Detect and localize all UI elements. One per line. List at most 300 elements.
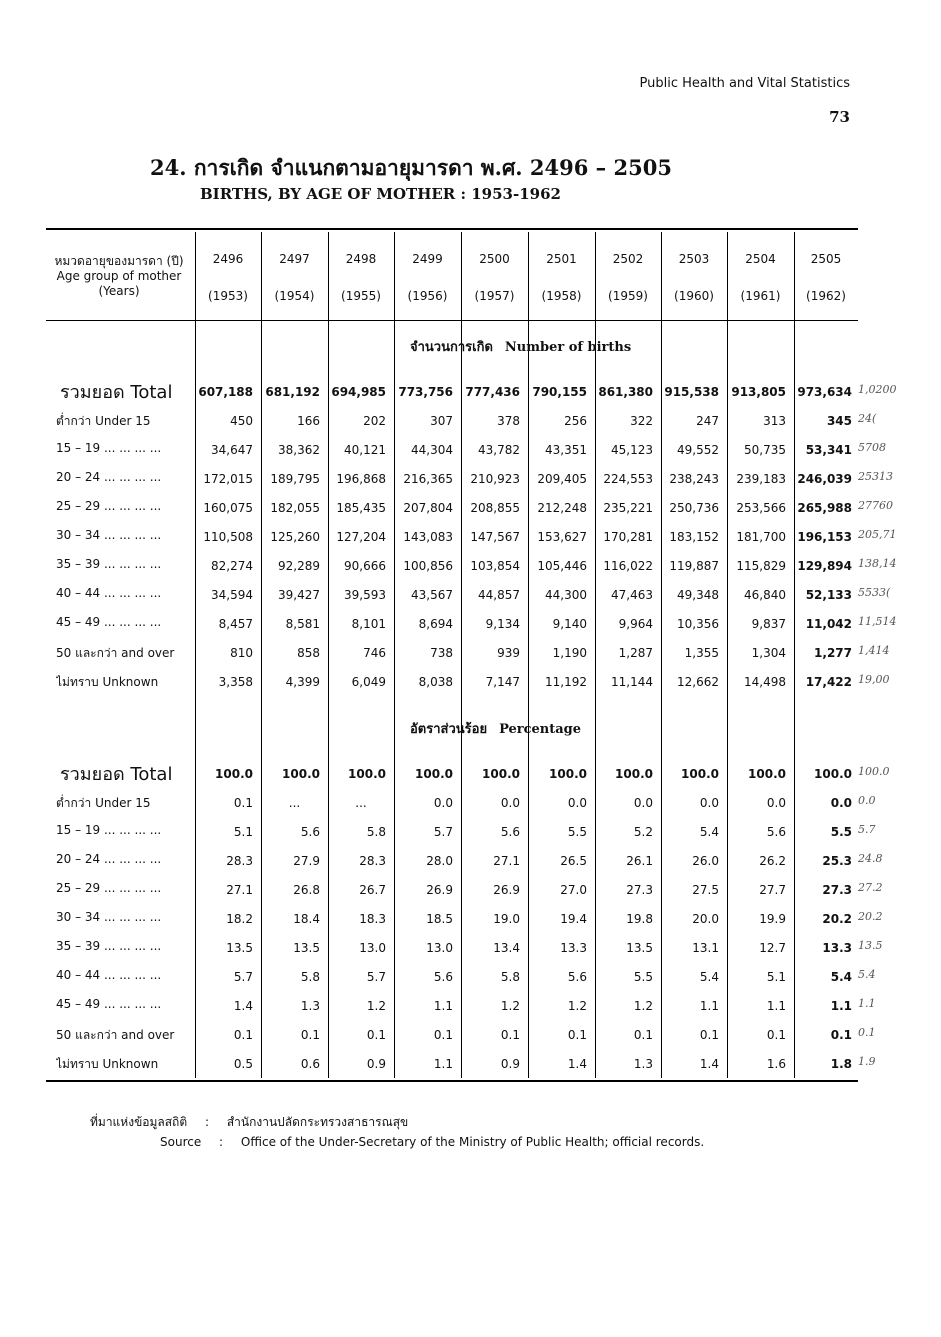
table-cell: 224,553: [603, 472, 653, 486]
table-cell: 103,854: [470, 559, 520, 573]
table-cell: 100.0: [615, 767, 653, 781]
table-cell: 13.4: [493, 941, 520, 955]
table-cell: 9,837: [751, 617, 786, 631]
table-cell: 607,188: [198, 385, 253, 399]
table-cell: 38,362: [278, 443, 320, 457]
table-cell: 1.4: [699, 1057, 719, 1071]
table-cell: 10,356: [677, 617, 719, 631]
source-thai-text: สำนักงานปลัดกระทรวงสาธารณสุข: [226, 1115, 409, 1129]
table-cell: 313: [763, 414, 786, 428]
table-cell: 777,436: [465, 385, 520, 399]
column-header-ad: (1956): [407, 289, 448, 303]
table-cell: 27.9: [293, 854, 320, 868]
table-cell: 13.5: [293, 941, 320, 955]
table-cell: 0.1: [366, 1028, 386, 1042]
table-title-thai: 24. การเกิด จำแนกตามอายุมารดา พ.ศ. 2496 – 2505: [150, 155, 672, 180]
table-cell: 100.0: [282, 767, 320, 781]
table-cell: 0.1: [567, 1028, 587, 1042]
table-cell: 26.9: [426, 883, 453, 897]
table-cell: 1.1: [433, 999, 453, 1013]
table-cell: 681,192: [265, 385, 320, 399]
table-cell: 34,594: [211, 588, 253, 602]
table-cell: 5.4: [699, 825, 719, 839]
table-cell: 345: [826, 414, 852, 428]
table-cell: 5.7: [366, 970, 386, 984]
table-cell: 100.0: [814, 767, 852, 781]
handwritten-note: 138,14: [858, 557, 897, 570]
table-cell: 265,988: [797, 501, 852, 515]
table-cell: 90,666: [344, 559, 386, 573]
table-cell: 27.7: [759, 883, 786, 897]
table-cell: 0.6: [300, 1057, 320, 1071]
table-cell: 790,155: [532, 385, 587, 399]
row-label: 40 – 44 ... ... ... ...: [56, 586, 162, 600]
table-cell: 0.9: [366, 1057, 386, 1071]
table-cell: 11,042: [805, 617, 852, 631]
table-cell: 153,627: [537, 530, 587, 544]
table-cell: 45,123: [611, 443, 653, 457]
table-cell: 13.3: [822, 941, 852, 955]
table-cell: 5.2: [633, 825, 653, 839]
table-cell: 5.7: [233, 970, 253, 984]
table-cell: 25.3: [822, 854, 852, 868]
table-cell: 8,038: [418, 675, 453, 689]
column-header-be: 2505: [810, 252, 842, 266]
section-heading-english: Percentage: [499, 722, 582, 737]
table-cell: 13.0: [426, 941, 453, 955]
handwritten-note: 1.1: [858, 997, 876, 1010]
table-cell: 26.8: [293, 883, 320, 897]
source-english: Source : Office of the Under-Secretary of the Ministry of Public Health; official records.: [160, 1135, 705, 1149]
table-cell: 26.2: [759, 854, 786, 868]
table-cell: 1.4: [233, 999, 253, 1013]
table-cell: 5.4: [830, 970, 852, 984]
handwritten-note: 1,0200: [858, 383, 897, 396]
table-cell: 322: [630, 414, 653, 428]
source-thai: ที่มาแห่งข้อมูลสถิติ : สำนักงานปลัดกระทรวงสาธารณสุข: [90, 1115, 409, 1129]
handwritten-note: 205,71: [858, 528, 897, 541]
column-header-be: 2504: [745, 252, 776, 266]
table-cell: 11,192: [545, 675, 587, 689]
table-cell: 105,446: [537, 559, 587, 573]
table-bottom-rule: [46, 1080, 858, 1082]
running-head: Public Health and Vital Statistics: [639, 76, 850, 91]
table-cell: 810: [230, 646, 253, 660]
table-cell: 1.2: [633, 999, 653, 1013]
table-cell: 1.3: [300, 999, 320, 1013]
table-cell: 100.0: [681, 767, 719, 781]
column-header-be: 2496: [212, 252, 244, 266]
section-heading: [410, 718, 581, 739]
table-cell: 1.4: [567, 1057, 587, 1071]
table-cell: 40,121: [344, 443, 386, 457]
table-cell: 27.3: [626, 883, 653, 897]
table-cell: 17,422: [805, 675, 852, 689]
table-cell: 913,805: [731, 385, 786, 399]
stub-header-years: (Years): [98, 284, 140, 298]
column-header-ad: (1954): [274, 289, 315, 303]
table-cell: 19.9: [759, 912, 786, 926]
table-cell: 49,348: [677, 588, 719, 602]
stub-header-thai: หมวดอายุของมารดา (ปี): [54, 254, 184, 268]
table-cell: 26.9: [493, 883, 520, 897]
table-cell: 28.3: [359, 854, 386, 868]
header-bottom-rule: [46, 320, 858, 321]
table-cell: 119,887: [669, 559, 719, 573]
column-header-ad: (1953): [208, 289, 248, 303]
table-cell: 147,567: [470, 530, 520, 544]
stub-header: [46, 254, 192, 299]
table-cell: 858: [297, 646, 320, 660]
table-cell: 92,289: [278, 559, 320, 573]
section-heading: [410, 336, 631, 357]
source-english-text: Office of the Under-Secretary of the Ministry of Public Health; official records.: [240, 1135, 705, 1149]
table-cell: 238,243: [669, 472, 719, 486]
table-cell: 47,463: [611, 588, 653, 602]
table-cell: 861,380: [598, 385, 653, 399]
column-header-ad: (1961): [740, 289, 781, 303]
section-heading-thai: อัตราส่วนร้อย: [410, 722, 488, 737]
page-number: 73: [829, 108, 850, 126]
table-cell: 19.4: [560, 912, 587, 926]
table-cell: 127,204: [336, 530, 386, 544]
row-label: 15 – 19 ... ... ... ...: [56, 823, 162, 837]
table-cell: 39,427: [278, 588, 320, 602]
table-cell: 246,039: [797, 472, 852, 486]
table-cell: 49,552: [677, 443, 719, 457]
table-cell: 12.7: [759, 941, 786, 955]
table-cell: 13.5: [626, 941, 653, 955]
table-cell: 44,300: [545, 588, 587, 602]
handwritten-note: 27760: [858, 499, 893, 512]
table-cell: 0.1: [766, 1028, 786, 1042]
table-cell: 26.5: [560, 854, 587, 868]
table-cell: 0.5: [233, 1057, 253, 1071]
table-cell: 1.2: [500, 999, 520, 1013]
table-cell: 256: [564, 414, 587, 428]
table-cell: 44,857: [478, 588, 520, 602]
handwritten-note: 0.0: [858, 794, 876, 807]
table-cell: 5.1: [766, 970, 786, 984]
row-label: 50 และกว่า and over: [56, 1028, 175, 1042]
table-cell: 239,183: [736, 472, 786, 486]
table-cell: 915,538: [664, 385, 719, 399]
table-cell: 0.0: [500, 796, 520, 810]
handwritten-note: 27.2: [858, 881, 883, 894]
table-cell: 3,358: [218, 675, 253, 689]
table-cell: 20.2: [822, 912, 852, 926]
table-cell: 250,736: [669, 501, 719, 515]
table-cell: 5.8: [300, 970, 320, 984]
table-cell: 1.8: [830, 1057, 852, 1071]
table-cell: 185,435: [336, 501, 386, 515]
table-cell: 125,260: [270, 530, 320, 544]
table-cell: 115,829: [736, 559, 786, 573]
table-cell: 939: [497, 646, 520, 660]
table-cell: 0.1: [699, 1028, 719, 1042]
table-cell: 5.5: [830, 825, 852, 839]
table-cell: 1.1: [699, 999, 719, 1013]
table-cell: 253,566: [736, 501, 786, 515]
row-label: 30 – 34 ... ... ... ...: [56, 910, 162, 924]
table-cell: 19.0: [493, 912, 520, 926]
table-cell: 235,221: [603, 501, 653, 515]
table-cell: 0.1: [233, 796, 253, 810]
table-cell: 50,735: [744, 443, 786, 457]
table-cell: 378: [497, 414, 520, 428]
table-cell: 5.5: [567, 825, 587, 839]
row-label: ไม่ทราบ Unknown: [56, 1057, 159, 1071]
handwritten-note: 5.4: [858, 968, 876, 981]
table-cell: 5.6: [567, 970, 587, 984]
table-cell: 0.1: [433, 1028, 453, 1042]
handwritten-note: 5708: [858, 441, 886, 454]
row-label: 50 และกว่า and over: [56, 646, 175, 660]
table-cell: 1,355: [684, 646, 719, 660]
column-header-ad: (1955): [341, 289, 381, 303]
table-cell: 307: [430, 414, 453, 428]
table-cell: 100.0: [482, 767, 520, 781]
row-label: 20 – 24 ... ... ... ...: [56, 470, 162, 484]
table-cell: 4,399: [285, 675, 320, 689]
table-cell: 0.1: [500, 1028, 520, 1042]
table-cell: 5.6: [300, 825, 320, 839]
row-label: รวมยอด Total: [60, 382, 173, 403]
table-cell: 12,662: [677, 675, 719, 689]
table-cell: 166: [297, 414, 320, 428]
handwritten-note: 1,414: [858, 644, 890, 657]
column-header-be: 2503: [678, 252, 710, 266]
column-header-be: 2502: [612, 252, 644, 266]
table-cell: 19.8: [626, 912, 653, 926]
table-cell: 9,140: [552, 617, 587, 631]
row-label: 45 – 49 ... ... ... ...: [56, 615, 162, 629]
table-cell: 1,304: [751, 646, 786, 660]
column-header-be: 2501: [546, 252, 577, 266]
row-label: 35 – 39 ... ... ... ...: [56, 939, 162, 953]
table-cell: 1.1: [830, 999, 852, 1013]
column-header-ad: (1962): [806, 289, 846, 303]
table-cell: 100.0: [549, 767, 587, 781]
table-cell: 100,856: [403, 559, 453, 573]
table-cell: 0.1: [633, 1028, 653, 1042]
table-cell: 27.3: [822, 883, 852, 897]
table-cell: 0.0: [633, 796, 653, 810]
table-cell: 209,405: [537, 472, 587, 486]
table-cell: ...: [288, 796, 301, 810]
table-cell: 13.1: [692, 941, 719, 955]
table-cell: 14,498: [744, 675, 786, 689]
row-label: 25 – 29 ... ... ... ...: [56, 499, 162, 513]
row-label: 40 – 44 ... ... ... ...: [56, 968, 162, 982]
handwritten-note: 24.8: [858, 852, 883, 865]
table-cell: 1.1: [433, 1057, 453, 1071]
table-top-rule: [46, 228, 858, 230]
handwritten-note: 25313: [858, 470, 893, 483]
table-cell: 13.0: [359, 941, 386, 955]
table-cell: 0.0: [699, 796, 719, 810]
table-cell: 773,756: [398, 385, 453, 399]
table-cell: 5.7: [433, 825, 453, 839]
handwritten-note: 100.0: [858, 765, 890, 778]
row-label: 45 – 49 ... ... ... ...: [56, 997, 162, 1011]
table-cell: 1.2: [366, 999, 386, 1013]
table-cell: 973,634: [797, 385, 852, 399]
table-cell: 18.2: [226, 912, 253, 926]
table-cell: 8,101: [351, 617, 386, 631]
stub-header-english: Age group of mother: [56, 269, 182, 283]
table-cell: 100.0: [215, 767, 253, 781]
table-cell: 210,923: [470, 472, 520, 486]
table-cell: 182,055: [270, 501, 320, 515]
table-cell: 1,287: [618, 646, 653, 660]
table-cell: 8,694: [418, 617, 453, 631]
table-cell: 28.0: [426, 854, 453, 868]
handwritten-note: 0.1: [858, 1026, 876, 1039]
table-cell: 183,152: [669, 530, 719, 544]
table-cell: 9,964: [618, 617, 653, 631]
table-cell: 5.6: [433, 970, 453, 984]
table-cell: 52,133: [805, 588, 852, 602]
table-cell: 44,304: [411, 443, 453, 457]
table-cell: 0.1: [233, 1028, 253, 1042]
handwritten-note: 5533(: [858, 586, 891, 599]
table-cell: 172,015: [203, 472, 253, 486]
table-cell: 27.0: [560, 883, 587, 897]
table-cell: 746: [363, 646, 386, 660]
row-label: 15 – 19 ... ... ... ...: [56, 441, 162, 455]
table-cell: 0.0: [766, 796, 786, 810]
handwritten-note: 1.9: [858, 1055, 876, 1068]
table-cell: 39,593: [344, 588, 386, 602]
table-cell: 110,508: [203, 530, 253, 544]
table-cell: 28.3: [226, 854, 253, 868]
table-cell: 196,868: [336, 472, 386, 486]
column-header-be: 2499: [412, 252, 443, 266]
table-cell: 5.5: [633, 970, 653, 984]
table-cell: 26.1: [626, 854, 653, 868]
table-cell: 0.9: [500, 1057, 520, 1071]
table-title-english: BIRTHS, BY AGE OF MOTHER : 1953-1962: [200, 185, 561, 203]
row-label: รวมยอด Total: [60, 764, 173, 785]
table-cell: 116,022: [603, 559, 653, 573]
table-cell: 247: [696, 414, 719, 428]
table-cell: 181,700: [736, 530, 786, 544]
table-cell: 216,365: [403, 472, 453, 486]
column-header-ad: (1959): [608, 289, 648, 303]
table-cell: 208,855: [470, 501, 520, 515]
table-cell: 5.8: [366, 825, 386, 839]
table-cell: 13.3: [560, 941, 587, 955]
handwritten-note: 24(: [858, 412, 877, 425]
column-header-be: 2498: [345, 252, 377, 266]
column-header-ad: (1958): [541, 289, 582, 303]
row-label: 30 – 34 ... ... ... ...: [56, 528, 162, 542]
table-cell: 5.6: [500, 825, 520, 839]
table-cell: 207,804: [403, 501, 453, 515]
table-cell: 5.4: [699, 970, 719, 984]
table-cell: 43,567: [411, 588, 453, 602]
table-cell: 694,985: [331, 385, 386, 399]
table-cell: 143,083: [403, 530, 453, 544]
row-label: ไม่ทราบ Unknown: [56, 675, 159, 689]
table-cell: 0.0: [830, 796, 852, 810]
table-cell: 100.0: [348, 767, 386, 781]
table-cell: 82,274: [211, 559, 253, 573]
section-heading-english: Number of births: [504, 340, 632, 355]
table-cell: 18.4: [293, 912, 320, 926]
section-heading-thai: จำนวนการเกิด: [410, 340, 493, 355]
table-cell: 1.3: [633, 1057, 653, 1071]
table-cell: 170,281: [603, 530, 653, 544]
handwritten-note: 11,514: [858, 615, 897, 628]
table-cell: 1,277: [814, 646, 852, 660]
table-cell: 196,153: [797, 530, 852, 544]
handwritten-note: 5.7: [858, 823, 876, 836]
table-cell: 5.8: [500, 970, 520, 984]
column-header-be: 2497: [279, 252, 310, 266]
table-cell: 202: [363, 414, 386, 428]
table-cell: 9,134: [485, 617, 520, 631]
table-cell: 27.1: [226, 883, 253, 897]
table-cell: 0.1: [300, 1028, 320, 1042]
table-cell: 26.0: [692, 854, 719, 868]
table-cell: 1.2: [567, 999, 587, 1013]
handwritten-note: 19,00: [858, 673, 890, 686]
column-header-be: 2500: [479, 252, 510, 266]
row-label: ต่ำกว่า Under 15: [56, 796, 151, 810]
handwritten-note: 20.2: [858, 910, 883, 923]
table-cell: 11,144: [611, 675, 653, 689]
table-cell: 738: [430, 646, 453, 660]
table-cell: 5.1: [233, 825, 253, 839]
table-cell: 20.0: [692, 912, 719, 926]
table-cell: 212,248: [537, 501, 587, 515]
handwritten-note: 13.5: [858, 939, 883, 952]
table-cell: 0.0: [567, 796, 587, 810]
table-cell: 43,351: [545, 443, 587, 457]
table-cell: 27.5: [692, 883, 719, 897]
source-thai-label: ที่มาแห่งข้อมูลสถิติ: [90, 1115, 188, 1129]
table-cell: ...: [355, 796, 367, 810]
table-cell: 100.0: [748, 767, 786, 781]
table-cell: 8,457: [218, 617, 253, 631]
table-cell: 46,840: [744, 588, 786, 602]
source-english-label: Source: [160, 1135, 202, 1149]
column-header-ad: (1960): [674, 289, 714, 303]
table-cell: 18.5: [426, 912, 453, 926]
table-cell: 450: [230, 414, 253, 428]
table-cell: 53,341: [805, 443, 852, 457]
table-cell: 129,894: [797, 559, 852, 573]
table-cell: 0.0: [433, 796, 453, 810]
row-label: 25 – 29 ... ... ... ...: [56, 881, 162, 895]
table-cell: 189,795: [270, 472, 320, 486]
table-cell: 18.3: [359, 912, 386, 926]
table-cell: 7,147: [485, 675, 520, 689]
table-cell: 8,581: [285, 617, 320, 631]
row-label: 20 – 24 ... ... ... ...: [56, 852, 162, 866]
table-cell: 1.1: [766, 999, 786, 1013]
column-header-ad: (1957): [474, 289, 515, 303]
table-cell: 6,049: [351, 675, 386, 689]
row-label: ต่ำกว่า Under 15: [56, 414, 151, 428]
table-cell: 43,782: [478, 443, 520, 457]
table-cell: 13.5: [226, 941, 253, 955]
table-cell: 0.1: [830, 1028, 852, 1042]
table-cell: 100.0: [415, 767, 453, 781]
table-cell: 27.1: [493, 854, 520, 868]
